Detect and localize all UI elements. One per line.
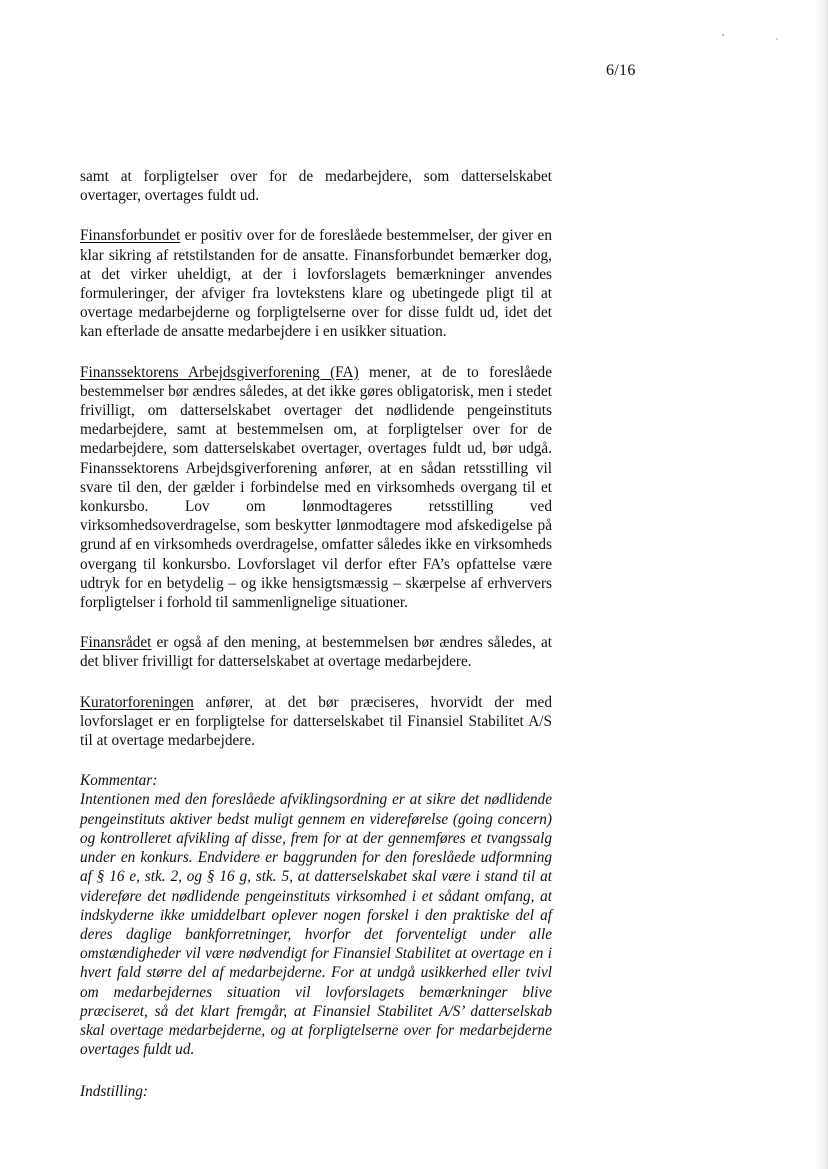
paragraph-text: er positiv over for de foreslåede bestemmelser, der giver en klar sikring af retstilstanden for de ansatte. Finansforbundet bemærker dog, at det virker uheldigt, at der i lovforslagets bemærkninger anvendes formuleringer, der afviger fra lovtekstens klare og ubetingede pligt til at overtage medarbejderne og forpligtelserne over for disse fuldt ud, idet det kan efterlade de ansatte medarbejdere i en usikker situation. (80, 227, 552, 341)
org-name: Finansforbundet (80, 227, 181, 245)
paragraph-kuratorforeningen (80, 693, 552, 751)
org-name: Kuratorforeningen (80, 693, 194, 711)
page-number: 6/16 (606, 62, 636, 79)
commentary-heading: Kommentar: (80, 772, 158, 790)
paragraph-finansraadet (80, 633, 552, 671)
paragraph-continuation: samt at forpligtelser over for de medarbejdere, som datterselskabet overtager, overtages fuldt ud. (80, 168, 552, 205)
scan-edge-shadow (814, 0, 828, 1169)
org-name: Finansrådet (80, 634, 152, 652)
document-body (80, 167, 552, 1102)
scan-speck (722, 34, 724, 36)
scan-speck (776, 38, 778, 40)
paragraph-text: mener, at de to foreslåede bestemmelser bør ændres således, at det ikke gøres obligatorisk, men i stedet frivilligt, om datterselskabet overtager det nødlidende pengeinstituts medarbejdere, samt at bestemmelsen om, at forpligtelser over for de medarbejdere, som datterselskabet overtager, overtages fuldt ud, bør udgå. Finanssektorens Arbejdsgiverforening anfører, at en sådan retsstilling vil svare til den, der gælder i forbindelse med en virksomheds overgang til et konkursbo. Lov om lønmodtageres retsstilling ved virksomhedsoverdragelse, som beskytter lønmodtagere mod afskedigelse på grund af en virksomheds overdragelse, omfatter således ikke en virksomheds overgang til konkursbo. Lovforslaget vil derfor efter FA’s opfattelse være udtryk for en betydelig – og ikke hensigtsmæssig – skærpelse af erhververs forpligtelser i forhold til sammenlignelige situationer. (80, 363, 552, 612)
commentary-text: Intentionen med den foreslåede afviklingsordning er at sikre det nødlidende pengeinstituts aktiver bedst muligt gennem en videreførelse (going concern) og kontrolleret afvikling af disse, frem for at der gennemføres et tvangssalg under en konkurs. Endvidere er baggrunden for den foreslåede udformning af § 16 e, stk. 2, og § 16 g, stk. 5, at datterselskabet skal være i stand til at videreføre det nødlidende pengeinstituts virksomhed i et sådant omfang, at indskyderne ikke umiddelbart oplever nogen forskel i den praktiske del af deres daglige bankforretninger, hvorfor det forventeligt under alle omstændigheder vil være nødvendigt for Finansiel Stabilitet at overtage en i hvert fald større del af medarbejderne. For at undgå usikkerhed eller tvivl om medarbejdernes situation vil lovforslagets bemærkninger blive præciseret, så det klart fremgår, at Finansiel Stabilitet A/S’ datterselskab skal overtage medarbejderne, og at forpligtelserne over for medarbejderne overtages fuldt ud. (80, 791, 552, 1059)
paragraph-finansforbundet (80, 226, 552, 341)
org-name: Finanssektorens Arbejdsgiverforening (FA) (80, 363, 359, 381)
paragraph-text: anfører, at det bør præciseres, hvorvidt der med lovforslaget er en forpligtelse for datterselskabet til Finansiel Stabilitet A/S til at overtage medarbejdere. (80, 693, 552, 750)
paragraph-text: er også af den mening, at bestemmelsen bør ændres således, at det bliver frivilligt for datterselskabet at overtage medarbejdere. (80, 634, 552, 671)
paragraph-fa (80, 363, 552, 613)
recommendation-heading: Indstilling: (80, 1083, 148, 1101)
